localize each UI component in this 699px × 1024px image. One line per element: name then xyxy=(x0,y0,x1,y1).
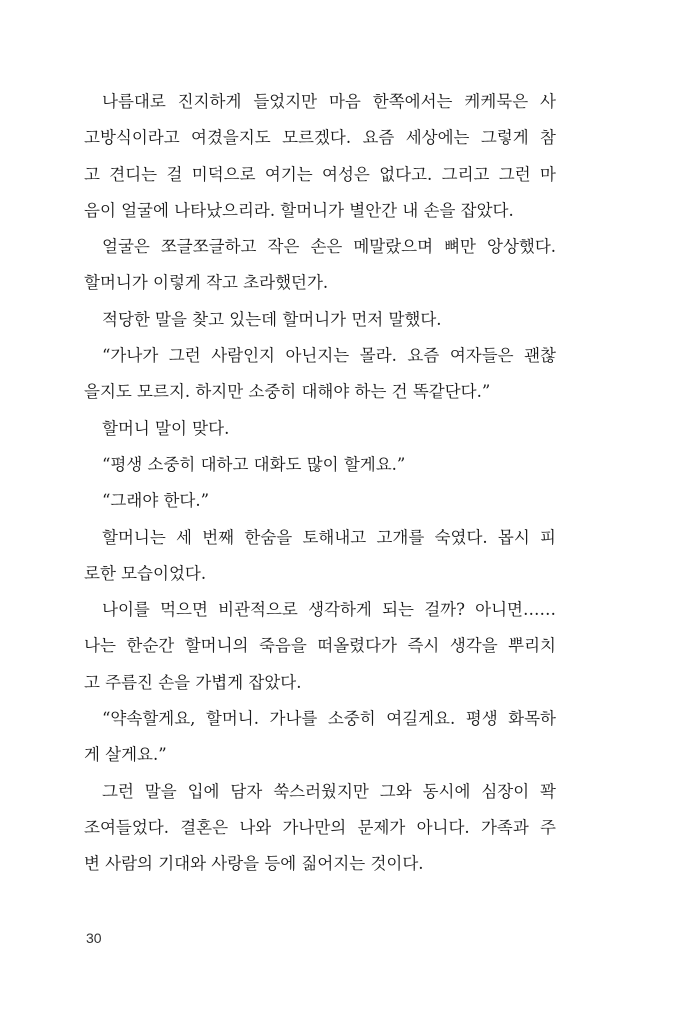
text-line: “그래야 한다.” xyxy=(102,491,210,511)
text-line: 할머니가 이렇게 작고 초라했던가. xyxy=(84,273,329,293)
text-line: 고 견디는 걸 미덕으로 여기는 여성은 없다고. 그리고 그런 마 xyxy=(84,164,556,184)
text-line: 음이 얼굴에 나타났으리라. 할머니가 별안간 내 손을 잡았다. xyxy=(84,200,514,220)
text-line: 할머니 말이 맞다. xyxy=(102,418,230,438)
text-line: 그런 말을 입에 담자 쑥스러웠지만 그와 동시에 심장이 꽉 xyxy=(102,781,556,801)
text-line: 변 사람의 기대와 사랑을 등에 짊어지는 것이다. xyxy=(84,854,424,874)
text-line: 얼굴은 쪼글쪼글하고 작은 손은 메말랐으며 뼈만 앙상했다. xyxy=(102,237,556,257)
text-line: 로한 모습이었다. xyxy=(84,563,207,583)
text-line: “평생 소중히 대하고 대화도 많이 할게요.” xyxy=(102,454,406,474)
text-line: 을지도 모르지. 하지만 소중히 대해야 하는 건 똑같단다.” xyxy=(84,382,491,402)
text-line: 게 살게요.” xyxy=(84,745,167,765)
text-line: 나이를 먹으면 비관적으로 생각하게 되는 걸까? 아니면…… xyxy=(102,600,556,620)
text-line: 나름대로 진지하게 들었지만 마음 한쪽에서는 케케묵은 사 xyxy=(102,92,556,111)
text-line: “가나가 그런 사람인지 아닌지는 몰라. 요즘 여자들은 괜찮 xyxy=(102,346,556,366)
text-line: 조여들었다. 결혼은 나와 가나만의 문제가 아니다. 가족과 주 xyxy=(84,817,556,837)
text-line: “약속할게요, 할머니. 가나를 소중히 여길게요. 평생 화목하 xyxy=(102,709,556,729)
text-line: 나는 한순간 할머니의 죽음을 떠올렸다가 즉시 생각을 뿌리치 xyxy=(84,636,556,656)
text-line: 고 주름진 손을 가볍게 잡았다. xyxy=(84,672,302,692)
text-line: 고방식이라고 여겼을지도 모르겠다. 요즘 세상에는 그렇게 참 xyxy=(84,128,556,148)
text-line: 할머니는 세 번째 한숨을 토해내고 고개를 숙였다. 몹시 피 xyxy=(102,527,556,547)
body-text xyxy=(84,84,556,883)
page-number: 30 xyxy=(86,930,102,946)
text-line: 적당한 말을 찾고 있는데 할머니가 먼저 말했다. xyxy=(102,309,442,329)
